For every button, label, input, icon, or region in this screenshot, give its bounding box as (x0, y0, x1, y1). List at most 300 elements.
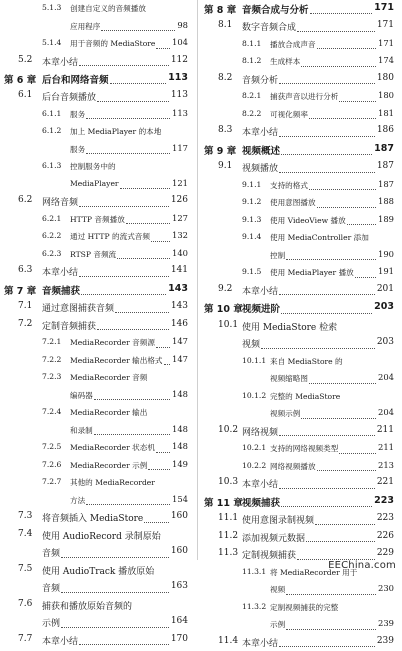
toc-entry-title: 捕获声音以进行分析 (270, 92, 339, 102)
toc-entry-number: 10.1 (218, 319, 239, 330)
toc-page-number: 221 (376, 477, 394, 488)
toc-page-number: 117 (172, 142, 188, 153)
toc-leader-dots (279, 488, 375, 489)
toc-leader-dots (309, 383, 376, 384)
toc-entry-number: 9.1.1 (242, 179, 262, 189)
toc-entry-title: 本章小结 (242, 480, 279, 491)
toc-entry-title: 定制视频捕获的完整 (270, 602, 339, 612)
toc-leader-dots (79, 644, 169, 645)
toc-leader-dots (281, 506, 372, 507)
toc-entry-number: 10.2.2 (242, 460, 267, 470)
toc-page-number: 187 (378, 178, 394, 189)
toc-entry-number: 8.3 (218, 125, 233, 136)
toc-leader-dots (347, 224, 376, 225)
toc-entry-number: 第 8 章 (204, 5, 237, 16)
toc-entry-title: 定制音频捕获 (42, 321, 97, 332)
toc-subsection-entry (204, 405, 394, 423)
toc-page-number: 146 (170, 318, 188, 329)
toc-subsection-entry (4, 18, 188, 36)
toc-entry-number: 11.1 (218, 513, 239, 524)
toc-leader-dots (110, 83, 167, 84)
toc-section-entry (4, 597, 188, 615)
toc-section-entry (4, 88, 188, 106)
toc-entry-title: 后台音频播放 (42, 93, 97, 104)
toc-page-number: 113 (168, 72, 188, 83)
toc-leader-dots (94, 399, 170, 400)
toc-subsection-entry (204, 616, 394, 634)
toc-entry-number: 8.1.2 (242, 56, 262, 66)
toc-page-number: 170 (170, 633, 188, 644)
toc-entry-title: 使用 MediaStore 检索 (242, 322, 338, 333)
toc-subsection-entry (4, 106, 188, 124)
toc-entry-title: 本章小结 (42, 636, 79, 647)
toc-chapter-entry (204, 141, 394, 159)
toc-entry-title: 使用 VideoView 播放 (270, 215, 346, 225)
toc-entry-title: 来自 MediaStore 的 (270, 356, 343, 366)
toc-section-entry (4, 53, 188, 71)
toc-chapter-entry (4, 70, 188, 88)
toc-subsection-entry (4, 474, 188, 492)
toc-subsection-entry (4, 369, 188, 387)
toc-entry-number: 9.1 (218, 161, 233, 172)
toc-entry-number: 7.2.7 (42, 477, 62, 487)
toc-page-number: 180 (376, 72, 394, 83)
toc-page-number: 112 (170, 54, 188, 65)
toc-entry-title: HTTP 音频播放 (70, 214, 125, 224)
toc-page-number: 113 (170, 90, 188, 101)
toc-page-number: 148 (172, 388, 188, 399)
toc-leader-dots (317, 207, 376, 208)
toc-leader-dots (79, 206, 169, 207)
toc-subsection-entry (4, 176, 188, 194)
toc-entry-number: 6.2.3 (42, 248, 62, 258)
toc-leader-dots (61, 627, 169, 628)
toc-entry-title: RTSP 音频流 (70, 249, 117, 259)
toc-leader-dots (279, 294, 375, 295)
toc-entry-title: 定制视频捕获 (242, 551, 297, 562)
toc-page-number: 190 (378, 248, 394, 259)
toc-leader-dots (97, 101, 169, 102)
toc-entry-title: 其他的 MediaRecorder (70, 478, 155, 488)
toc-page-number: 204 (378, 407, 394, 418)
toc-entry-title: 支持的格式 (270, 180, 308, 190)
toc-entry-title: 本章小结 (42, 268, 79, 279)
toc-entry-title: 使用 AudioRecord 录制原始 (42, 531, 161, 542)
toc-entry-title: 可视化频率 (270, 109, 308, 119)
toc-entry-title: 控制服务中的 (70, 162, 116, 172)
toc-entry-title: 方法 (70, 495, 86, 505)
toc-subsection-entry (4, 35, 188, 53)
toc-page-number: 140 (172, 247, 188, 258)
column-divider (197, 0, 198, 560)
toc-entry-number: 10.1.2 (242, 390, 267, 400)
toc-page-number: 160 (170, 511, 188, 522)
toc-entry-title: 音频合成与分析 (242, 5, 309, 16)
toc-leader-dots (315, 524, 375, 525)
toc-entry-number: 10.2.1 (242, 443, 267, 453)
toc-entry-title: 将 MediaRecorder 用于 (270, 567, 358, 577)
toc-entry-title: 音频分析 (242, 75, 279, 86)
toc-page-number: 163 (170, 581, 188, 592)
toc-leader-dots (286, 259, 376, 260)
toc-page-number: 149 (172, 458, 188, 469)
toc-entry-title: 视频播放 (242, 164, 279, 175)
toc-section-entry (204, 318, 394, 336)
toc-page-number: 143 (170, 301, 188, 312)
toc-section-entry (4, 317, 188, 335)
toc-page-number: 98 (177, 19, 188, 30)
toc-leader-dots (79, 276, 169, 277)
toc-leader-dots (301, 418, 376, 419)
toc-entry-number: 9.1.2 (242, 197, 262, 207)
toc-leader-dots (81, 294, 166, 295)
toc-entry-title: 编码器 (70, 390, 93, 400)
toc-subsection-entry (204, 88, 394, 106)
toc-entry-title: 应用程序 (70, 21, 101, 31)
toc-section-entry (4, 263, 188, 281)
toc-subsection-entry (204, 212, 394, 230)
toc-subsection-entry (204, 581, 394, 599)
toc-entry-title: 视频 (242, 340, 261, 351)
toc-entry-number: 9.1.3 (242, 214, 262, 224)
toc-leader-dots (286, 629, 376, 630)
toc-subsection-entry (4, 492, 188, 510)
toc-leader-dots (306, 541, 375, 542)
toc-page-number: 186 (376, 125, 394, 136)
toc-page-number: 180 (378, 90, 394, 101)
toc-left-column (4, 0, 188, 649)
toc-entry-number: 7.2.2 (42, 354, 62, 364)
toc-chapter-entry (4, 281, 188, 299)
toc-page-number: 126 (170, 195, 188, 206)
toc-leader-dots (94, 434, 170, 435)
toc-page-number: 203 (376, 337, 394, 348)
toc-entry-number: 7.5 (18, 563, 33, 574)
toc-page-number: 141 (170, 265, 188, 276)
toc-page-number: 187 (376, 161, 394, 172)
toc-leader-dots (355, 277, 376, 278)
toc-page-number: 104 (172, 37, 188, 47)
toc-entry-title: 网络视频播放 (270, 461, 316, 471)
toc-page-number: 201 (376, 283, 394, 294)
toc-leader-dots (151, 241, 170, 242)
toc-entry-number: 6.2.1 (42, 213, 62, 223)
toc-entry-number: 第 9 章 (204, 145, 237, 157)
toc-leader-dots (156, 48, 170, 49)
toc-entry-title: MediaRecorder 示例 (70, 460, 148, 470)
toc-entry-title: 使用意图录制视频 (242, 516, 315, 527)
toc-subsection-entry (204, 229, 394, 247)
toc-entry-title: 视频 (270, 585, 286, 595)
toc-right-column (204, 0, 394, 651)
toc-page-number: 113 (172, 107, 188, 118)
toc-page-number: 160 (170, 546, 188, 557)
toc-entry-number: 6.2 (18, 195, 33, 206)
toc-section-entry (204, 282, 394, 300)
toc-leader-dots (317, 470, 376, 471)
toc-section-entry (4, 527, 188, 545)
toc-page-number: 213 (378, 459, 394, 470)
toc-section-entry (4, 614, 188, 632)
toc-leader-dots (79, 65, 169, 66)
toc-entry-title: 视频缩略图 (270, 374, 308, 384)
toc-page-number: 171 (374, 2, 394, 13)
toc-section-entry (4, 632, 188, 650)
toc-subsection-entry (4, 457, 188, 475)
toc-entry-title: 支持的网络视频类型 (270, 444, 339, 454)
toc-page-number: 187 (374, 142, 394, 154)
toc-entry-title: MediaRecorder 输出 (70, 408, 148, 418)
toc-entry-number: 7.2.1 (42, 337, 62, 347)
toc-entry-title: 本章小结 (242, 638, 279, 649)
toc-section-entry (204, 159, 394, 177)
toc-entry-number: 6.1.2 (42, 126, 62, 136)
toc-page-number: 154 (172, 493, 188, 504)
toc-leader-dots (144, 522, 169, 523)
toc-entry-title: 本章小结 (242, 286, 279, 297)
toc-entry-title: 添加视频元数据 (242, 533, 306, 544)
toc-subsection-entry (204, 106, 394, 124)
toc-subsection-entry (204, 599, 394, 617)
toc-entry-number: 第 10 章 (204, 304, 243, 316)
toc-leader-dots (61, 592, 169, 593)
toc-leader-dots (148, 469, 170, 470)
toc-entry-number: 8.2 (218, 72, 233, 83)
toc-page-number: 164 (170, 616, 188, 627)
toc-leader-dots (279, 136, 375, 137)
toc-entry-title: 使用 AudioTrack 播放原始 (42, 566, 155, 577)
toc-entry-number: 5.1.3 (42, 3, 62, 12)
toc-leader-dots (279, 83, 375, 84)
toc-entry-number: 10.1.1 (242, 355, 267, 365)
toc-entry-number: 8.1.1 (242, 38, 262, 48)
toc-page-number: 174 (378, 55, 394, 66)
toc-entry-title: MediaPlayer (70, 178, 119, 188)
toc-entry-number: 7.3 (18, 511, 33, 522)
toc-section-entry (4, 562, 188, 580)
toc-subsection-entry (4, 422, 188, 440)
toc-section-entry (204, 18, 394, 36)
toc-page-number: 204 (378, 372, 394, 383)
toc-entry-number: 11.3 (218, 548, 239, 559)
toc-subsection-entry (4, 211, 188, 229)
toc-entry-title: 服务 (70, 144, 86, 154)
toc-entry-number: 9.1.4 (242, 232, 262, 242)
toc-page-number: 121 (172, 177, 188, 188)
toc-entry-title: 音频 (42, 549, 61, 560)
toc-entry-number: 7.4 (18, 528, 33, 539)
toc-subsection-entry (4, 439, 188, 457)
toc-subsection-entry (4, 123, 188, 141)
toc-entry-title: MediaRecorder 音频源 (70, 338, 155, 348)
toc-subsection-entry (4, 246, 188, 264)
toc-entry-number: 7.1 (18, 301, 33, 312)
toc-entry-title: 完整的 MediaStore (270, 391, 341, 401)
toc-entry-number: 8.2.1 (242, 91, 262, 101)
toc-subsection-entry (4, 334, 188, 352)
toc-page-number: 191 (378, 266, 394, 277)
toc-subsection-entry (204, 194, 394, 212)
toc-subsection-entry (204, 370, 394, 388)
toc-entry-title: 视频进阶 (242, 304, 281, 316)
toc-entry-title: 示例 (270, 620, 286, 630)
toc-page-number: 171 (378, 37, 394, 48)
toc-subsection-entry (4, 0, 188, 18)
toc-page-number: 127 (172, 212, 188, 223)
toc-entry-title: 视频概述 (242, 145, 281, 157)
toc-subsection-entry (4, 352, 188, 370)
toc-entry-number: 9.1.5 (242, 267, 262, 277)
toc-entry-title: 生成样本 (270, 57, 301, 67)
toc-subsection-entry (4, 404, 188, 422)
toc-page-number: 211 (378, 442, 394, 453)
toc-subsection-entry (204, 353, 394, 371)
toc-leader-dots (279, 646, 375, 647)
toc-entry-number: 7.6 (18, 598, 33, 609)
toc-entry-title: 和录制 (70, 425, 93, 435)
toc-entry-number: 11.3.2 (242, 601, 267, 611)
toc-leader-dots (339, 453, 376, 454)
toc-entry-title: 播放合成声音 (270, 39, 316, 49)
toc-entry-title: 将音频插入 MediaStore (42, 514, 144, 525)
toc-leader-dots (317, 48, 376, 49)
toc-entry-number: 7.2.5 (42, 442, 62, 452)
toc-page-number: 203 (374, 301, 394, 313)
toc-leader-dots (101, 30, 175, 31)
toc-page-number: 132 (172, 230, 188, 241)
toc-leader-dots (156, 347, 170, 348)
toc-entry-title: 加上 MediaPlayer 的本地 (70, 127, 162, 137)
toc-chapter-entry (204, 493, 394, 511)
toc-subsection-entry (4, 387, 188, 405)
toc-section-entry (204, 423, 394, 441)
toc-page-number: 230 (378, 583, 394, 594)
toc-page-number: 239 (378, 618, 394, 629)
toc-page-number: 189 (378, 213, 394, 224)
toc-leader-dots (61, 557, 169, 558)
toc-section-entry (4, 299, 188, 317)
toc-leader-dots (86, 118, 170, 119)
toc-entry-number: 7.2 (18, 318, 33, 329)
toc-entry-title: 使用 MediaPlayer 播放 (270, 268, 354, 278)
toc-entry-number: 5.2 (18, 54, 33, 65)
toc-page-number: 226 (376, 530, 394, 541)
toc-entry-number: 10.3 (218, 477, 239, 488)
toc-page-number: 211 (376, 424, 394, 435)
toc-page-number: 181 (378, 107, 394, 118)
toc-entry-number: 6.1.1 (42, 108, 62, 118)
toc-entry-title: 后台和网络音频 (42, 75, 109, 86)
toc-subsection-entry (4, 228, 188, 246)
toc-subsection-entry (204, 247, 394, 265)
toc-entry-number: 5.1.4 (42, 38, 62, 47)
toc-section-entry (4, 509, 188, 527)
toc-leader-dots (297, 31, 375, 32)
toc-entry-number: 11.4 (218, 635, 239, 646)
toc-page-number: 148 (172, 423, 188, 434)
toc-entry-number: 6.2.2 (42, 231, 62, 241)
toc-subsection-entry (4, 158, 188, 176)
toc-entry-number: 第 7 章 (4, 285, 37, 297)
toc-section-entry (204, 123, 394, 141)
toc-section-entry (204, 511, 394, 529)
toc-entry-title: MediaRecorder 音频 (70, 373, 148, 383)
toc-page-number: 148 (172, 441, 188, 452)
toc-leader-dots (281, 154, 372, 155)
toc-entry-title: 示例 (42, 619, 61, 630)
toc-section-entry (4, 579, 188, 597)
toc-page-number: 223 (376, 513, 394, 524)
toc-section-entry (204, 335, 394, 353)
toc-chapter-entry (204, 0, 394, 18)
toc-entry-title: 视频捕获 (242, 497, 281, 509)
toc-leader-dots (156, 452, 170, 453)
toc-subsection-entry (204, 440, 394, 458)
toc-entry-title: 数字音频合成 (242, 23, 297, 34)
toc-entry-title: 网络视频 (242, 427, 279, 438)
toc-leader-dots (164, 364, 170, 365)
toc-entry-title: 用于音频的 MediaStore (70, 39, 156, 48)
toc-entry-number: 10.2 (218, 424, 239, 435)
toc-section-entry (4, 544, 188, 562)
toc-entry-title: 创建自定义的音频播放 (70, 4, 146, 13)
toc-leader-dots (97, 329, 169, 330)
toc-entry-number: 6.1.3 (42, 161, 62, 171)
toc-page-number: 171 (376, 20, 394, 31)
toc-entry-number: 第 11 章 (204, 497, 243, 509)
toc-leader-dots (281, 313, 372, 314)
toc-section-entry (4, 193, 188, 211)
toc-subsection-entry (204, 458, 394, 476)
toc-leader-dots (279, 172, 375, 173)
toc-page-number: 143 (168, 282, 188, 294)
toc-leader-dots (279, 435, 375, 436)
toc-subsection-entry (204, 264, 394, 282)
toc-entry-number: 9.2 (218, 283, 233, 294)
toc-entry-number: 11.3.1 (242, 566, 267, 576)
toc-subsection-entry (204, 177, 394, 195)
toc-leader-dots (339, 101, 376, 102)
toc-entry-title: 使用意图播放 (270, 198, 316, 208)
toc-entry-number: 7.7 (18, 633, 33, 644)
toc-page-number: 229 (376, 548, 394, 559)
toc-entry-number: 7.2.3 (42, 372, 62, 382)
toc-entry-number: 6.1 (18, 90, 33, 101)
toc-entry-number: 6.3 (18, 265, 33, 276)
toc-entry-title: 网络音频 (42, 198, 79, 209)
toc-leader-dots (86, 504, 170, 505)
toc-entry-title: 通过 HTTP 的流式音频 (70, 232, 150, 242)
toc-page-number: 147 (172, 353, 188, 364)
toc-entry-title: 捕获和播放原始音频的 (42, 601, 133, 612)
toc-entry-number: 7.2.6 (42, 459, 62, 469)
toc-entry-title: 视频示例 (270, 409, 301, 419)
toc-entry-title: MediaRecorder 状态机 (70, 443, 155, 453)
toc-leader-dots (286, 594, 376, 595)
toc-entry-title: 本章小结 (42, 57, 79, 68)
toc-entry-number: 8.1 (218, 20, 233, 31)
toc-entry-number: 7.2.4 (42, 407, 62, 417)
toc-section-entry (204, 529, 394, 547)
toc-entry-title: 本章小结 (242, 128, 279, 139)
toc-subsection-entry (204, 388, 394, 406)
toc-entry-title: 音频 (42, 584, 61, 595)
watermark-logo: EEChina.com (328, 560, 396, 571)
toc-leader-dots (120, 188, 170, 189)
toc-chapter-entry (204, 299, 394, 317)
toc-entry-title: MediaRecorder 输出格式 (70, 355, 163, 365)
toc-page-number: 147 (172, 336, 188, 347)
